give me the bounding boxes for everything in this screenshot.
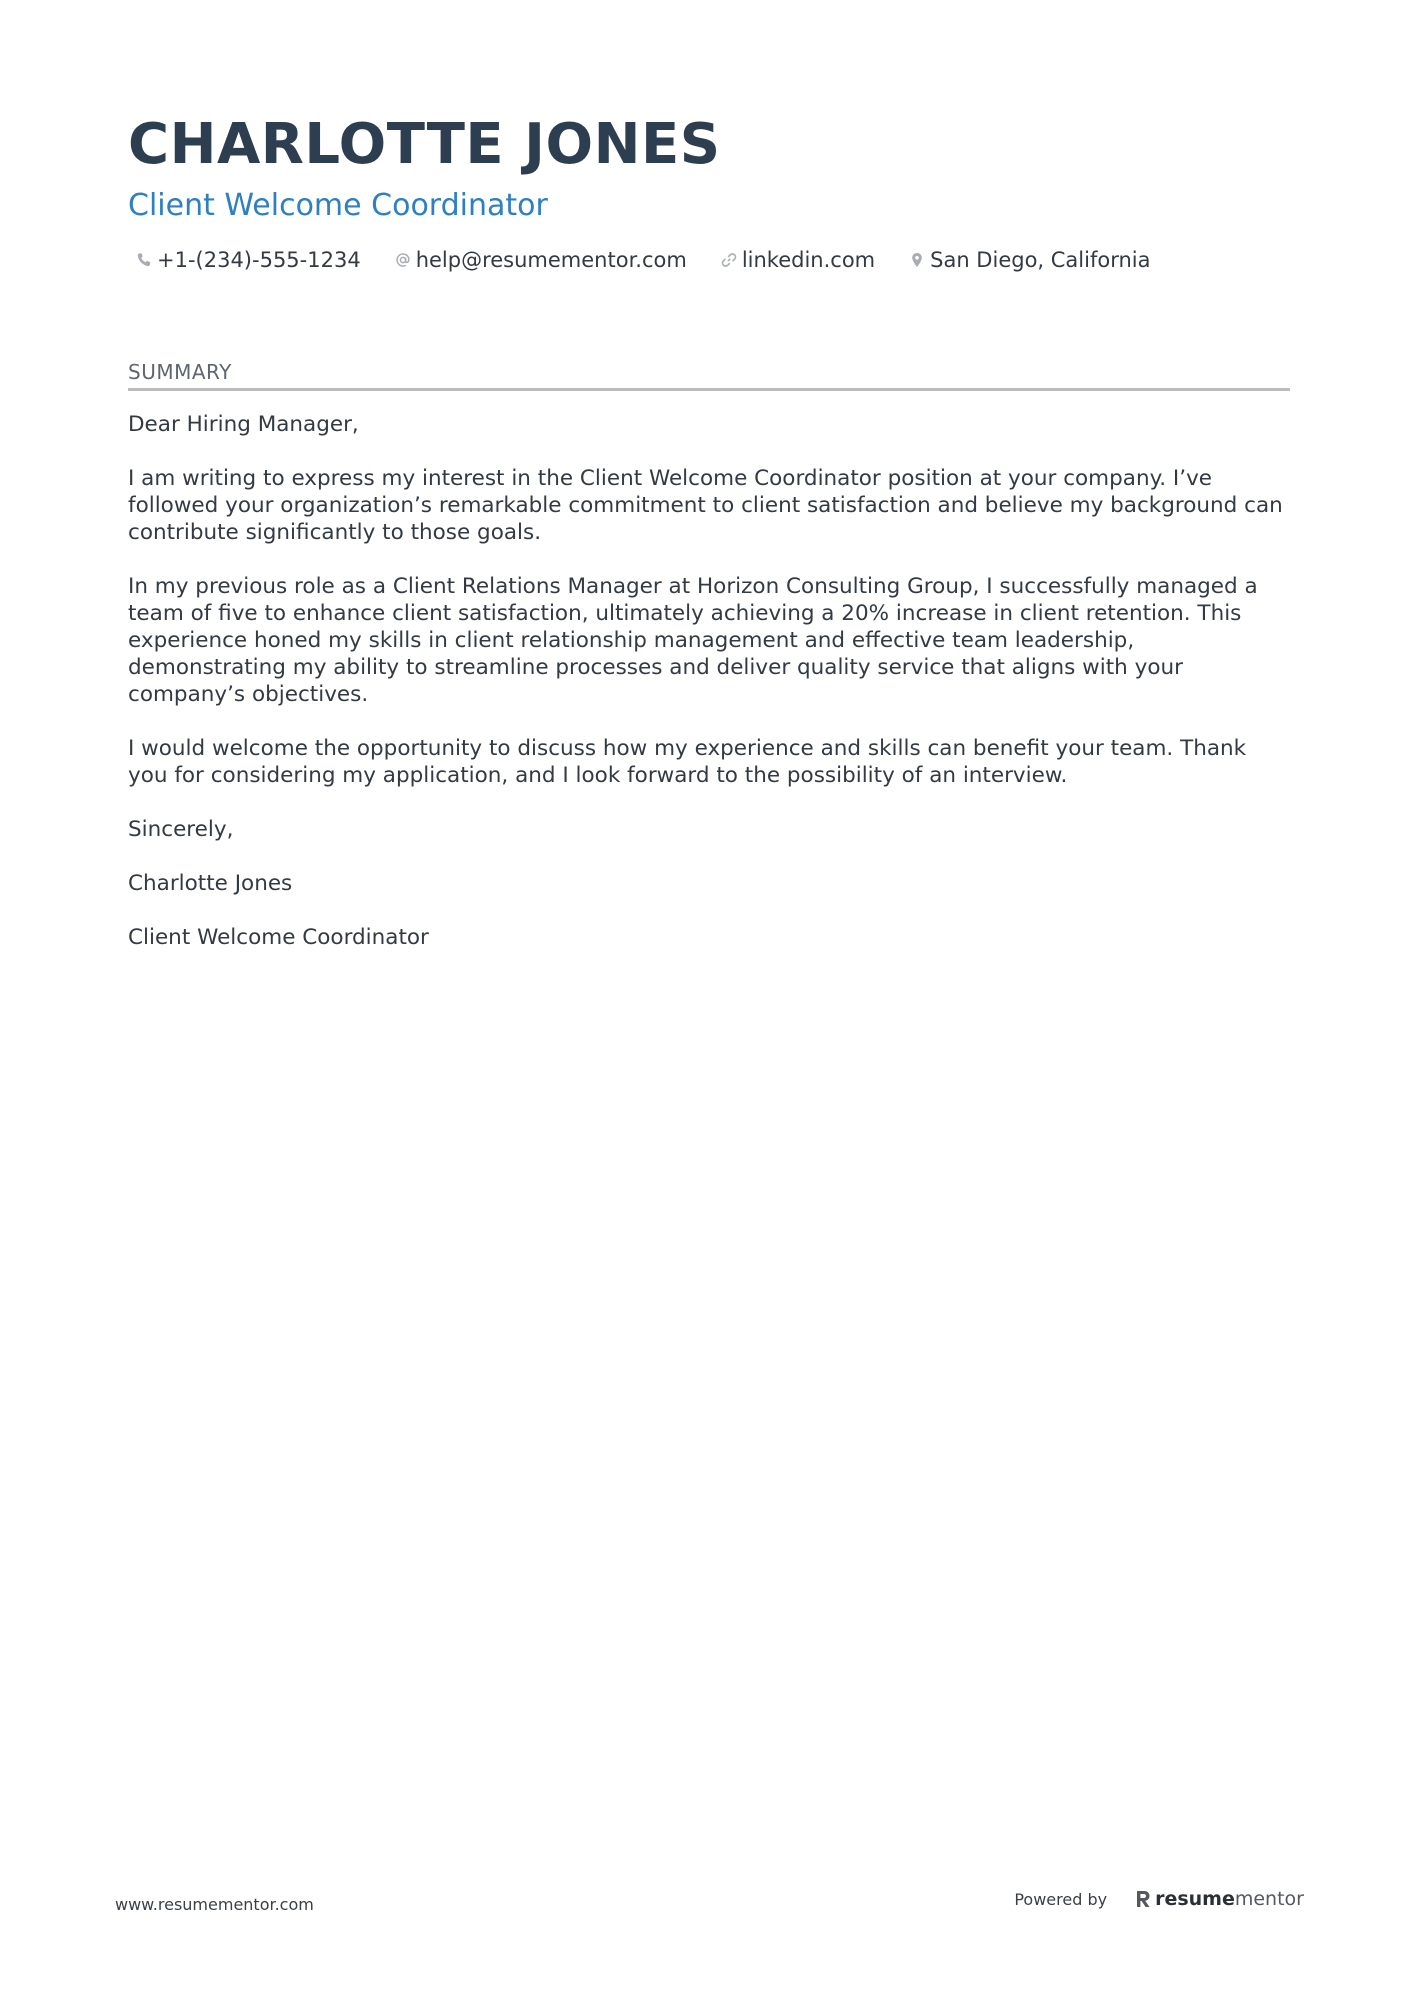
location-text: San Diego, California: [930, 248, 1151, 272]
linkedin-text: linkedin.com: [741, 248, 876, 272]
phone-text: +1-(234)-555-1234: [157, 248, 361, 272]
candidate-name: CHARLOTTE JONES: [128, 112, 721, 177]
closing: Sincerely,: [128, 817, 234, 842]
signature-title: Client Welcome Coordinator: [128, 925, 429, 950]
email-text: help@resumementor.com: [415, 248, 687, 272]
footer-branding: [1014, 1888, 1304, 1910]
contact-location: [901, 248, 1150, 272]
job-title: Client Welcome Coordinator: [128, 188, 548, 223]
signature-name: Charlotte Jones: [128, 871, 293, 896]
summary-section: [128, 358, 1290, 978]
contact-linkedin: [713, 248, 875, 272]
greeting: Dear Hiring Manager,: [128, 412, 359, 437]
at-icon: [395, 252, 411, 268]
paragraph-2: In my previous role as a Client Relations Manager at Horizon Consulting Group, I successfully managed a team of five to enhance client satisfaction, ultimately achieving a 20% increase in client retention. This experience honed my skills in client relationship management and effective team leadership, demonstrating my ability to streamline processes and deliver quality service that aligns with your company’s objectives.: [128, 574, 1258, 707]
brand-mark-icon: [1135, 1889, 1151, 1909]
contact-email: [387, 248, 687, 272]
paragraph-1: I am writing to express my interest in the Client Welcome Coordinator position at your company. I’ve followed your organization’s remarkable commitment to client satisfaction and believe my background can contribute significantly to those goals.: [128, 466, 1283, 545]
location-pin-icon: [909, 252, 925, 268]
letter-body: [128, 411, 1290, 951]
powered-by-text: Powered by: [1014, 1889, 1108, 1909]
section-heading: SUMMARY: [128, 358, 1290, 391]
footer-website[interactable]: www.resumementor.com: [115, 1895, 314, 1914]
contact-bar: [128, 248, 1288, 272]
brand-name-part-1: resume: [1155, 1888, 1235, 1910]
brand-name-part-2: mentor: [1234, 1888, 1304, 1910]
contact-phone: [128, 248, 361, 272]
link-icon: [721, 252, 737, 268]
paragraph-3: I would welcome the opportunity to discuss how my experience and skills can benefit your team. Thank you for considering my application, and I look forward to the possibility of an interview.: [128, 736, 1247, 788]
brand-logo[interactable]: [1135, 1888, 1304, 1910]
phone-icon: [136, 252, 152, 268]
header: [128, 108, 1288, 272]
